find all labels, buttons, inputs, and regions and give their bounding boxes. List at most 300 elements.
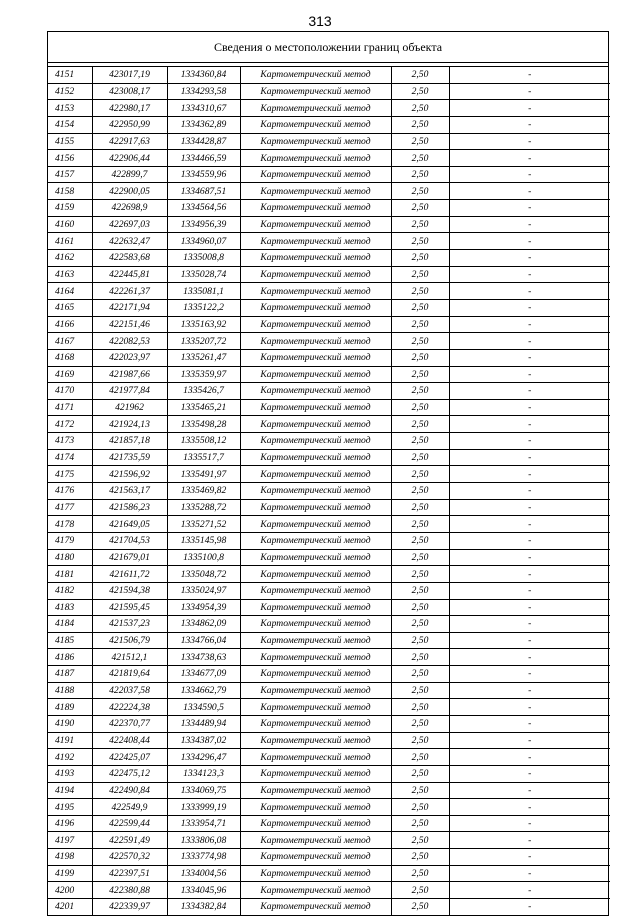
coord-x-cell: 422037,58 (92, 682, 167, 699)
method-cell: Картометрический метод (240, 815, 391, 832)
coord-y-cell: 1335491,97 (167, 466, 240, 483)
accuracy-cell: 2,50 (391, 349, 449, 366)
table-row (48, 316, 610, 333)
coord-y-cell: 1334360,84 (167, 67, 240, 83)
method-cell: Картометрический метод (240, 632, 391, 649)
accuracy-cell: 2,50 (391, 166, 449, 183)
table-row (48, 166, 610, 183)
coord-x-cell: 422261,37 (92, 283, 167, 300)
coord-y-cell: 1334956,39 (167, 216, 240, 233)
coord-y-cell: 1335048,72 (167, 566, 240, 583)
method-cell: Картометрический метод (240, 266, 391, 283)
coord-y-cell: 1334677,09 (167, 666, 240, 683)
point-number-cell: 4170 (48, 383, 92, 400)
description-cell: - (449, 433, 610, 450)
coord-y-cell: 1334069,75 (167, 782, 240, 799)
accuracy-cell: 2,50 (391, 299, 449, 316)
method-cell: Картометрический метод (240, 749, 391, 766)
coord-y-cell: 1334559,96 (167, 166, 240, 183)
description-cell: - (449, 283, 610, 300)
point-number-cell: 4181 (48, 566, 92, 583)
accuracy-cell: 2,50 (391, 216, 449, 233)
accuracy-cell: 2,50 (391, 233, 449, 250)
coord-y-cell: 1334296,47 (167, 749, 240, 766)
point-number-cell: 4168 (48, 349, 92, 366)
table-row (48, 150, 610, 167)
description-cell: - (449, 266, 610, 283)
accuracy-cell: 2,50 (391, 649, 449, 666)
coord-x-cell: 422023,97 (92, 349, 167, 366)
coord-y-cell: 1334362,89 (167, 116, 240, 133)
method-cell: Картометрический метод (240, 283, 391, 300)
method-cell: Картометрический метод (240, 832, 391, 849)
description-cell: - (449, 250, 610, 267)
table-row (48, 749, 610, 766)
point-number-cell: 4193 (48, 765, 92, 782)
coord-x-cell: 422339,97 (92, 899, 167, 915)
coord-x-cell: 421704,53 (92, 532, 167, 549)
accuracy-cell: 2,50 (391, 366, 449, 383)
description-cell: - (449, 566, 610, 583)
coord-y-cell: 1335207,72 (167, 333, 240, 350)
description-cell: - (449, 200, 610, 217)
accuracy-cell: 2,50 (391, 200, 449, 217)
description-cell: - (449, 299, 610, 316)
description-cell: - (449, 166, 610, 183)
method-cell: Картометрический метод (240, 699, 391, 716)
coord-x-cell: 422698,9 (92, 200, 167, 217)
method-cell: Картометрический метод (240, 416, 391, 433)
coord-y-cell: 1335024,97 (167, 582, 240, 599)
coord-x-cell: 422632,47 (92, 233, 167, 250)
coord-x-cell: 422425,07 (92, 749, 167, 766)
table-row (48, 799, 610, 816)
table-row (48, 483, 610, 500)
accuracy-cell: 2,50 (391, 316, 449, 333)
accuracy-cell: 2,50 (391, 449, 449, 466)
description-cell: - (449, 849, 610, 866)
point-number-cell: 4186 (48, 649, 92, 666)
point-number-cell: 4164 (48, 283, 92, 300)
point-number-cell: 4184 (48, 616, 92, 633)
description-cell: - (449, 815, 610, 832)
accuracy-cell: 2,50 (391, 799, 449, 816)
description-cell: - (449, 116, 610, 133)
accuracy-cell: 2,50 (391, 283, 449, 300)
point-number-cell: 4179 (48, 532, 92, 549)
point-number-cell: 4190 (48, 715, 92, 732)
description-cell: - (449, 416, 610, 433)
coord-x-cell: 421819,64 (92, 666, 167, 683)
point-number-cell: 4160 (48, 216, 92, 233)
accuracy-cell: 2,50 (391, 815, 449, 832)
description-cell: - (449, 83, 610, 100)
accuracy-cell: 2,50 (391, 782, 449, 799)
method-cell: Картометрический метод (240, 366, 391, 383)
accuracy-cell: 2,50 (391, 116, 449, 133)
coord-x-cell: 421679,01 (92, 549, 167, 566)
table-row (48, 899, 610, 915)
description-cell: - (449, 150, 610, 167)
point-number-cell: 4159 (48, 200, 92, 217)
coord-x-cell: 422380,88 (92, 882, 167, 899)
coord-y-cell: 1334862,09 (167, 616, 240, 633)
method-cell: Картометрический метод (240, 200, 391, 217)
description-cell: - (449, 549, 610, 566)
coord-x-cell: 422980,17 (92, 100, 167, 117)
description-cell: - (449, 100, 610, 117)
coord-x-cell: 421857,18 (92, 433, 167, 450)
coord-y-cell: 1334738,63 (167, 649, 240, 666)
table-row (48, 499, 610, 516)
method-cell: Картометрический метод (240, 599, 391, 616)
coord-y-cell: 1335288,72 (167, 499, 240, 516)
table-row (48, 616, 610, 633)
description-cell: - (449, 399, 610, 416)
method-cell: Картометрический метод (240, 899, 391, 915)
coord-y-cell: 1333774,98 (167, 849, 240, 866)
coord-x-cell: 422950,99 (92, 116, 167, 133)
point-number-cell: 4173 (48, 433, 92, 450)
description-cell: - (449, 349, 610, 366)
method-cell: Картометрический метод (240, 349, 391, 366)
description-cell: - (449, 865, 610, 882)
accuracy-cell: 2,50 (391, 582, 449, 599)
coord-y-cell: 1333806,08 (167, 832, 240, 849)
point-number-cell: 4155 (48, 133, 92, 150)
coord-y-cell: 1334687,51 (167, 183, 240, 200)
coord-y-cell: 1334382,84 (167, 899, 240, 915)
point-number-cell: 4183 (48, 599, 92, 616)
table-row (48, 216, 610, 233)
method-cell: Картометрический метод (240, 849, 391, 866)
method-cell: Картометрический метод (240, 316, 391, 333)
table-row (48, 632, 610, 649)
coord-x-cell: 422917,63 (92, 133, 167, 150)
accuracy-cell: 2,50 (391, 483, 449, 500)
coord-x-cell: 422697,03 (92, 216, 167, 233)
coord-x-cell: 423008,17 (92, 83, 167, 100)
coord-y-cell: 1334387,02 (167, 732, 240, 749)
coord-x-cell: 421596,92 (92, 466, 167, 483)
method-cell: Картометрический метод (240, 67, 391, 83)
description-cell: - (449, 67, 610, 83)
table-row (48, 732, 610, 749)
accuracy-cell: 2,50 (391, 67, 449, 83)
accuracy-cell: 2,50 (391, 715, 449, 732)
coord-y-cell: 1335028,74 (167, 266, 240, 283)
coord-x-cell: 421563,17 (92, 483, 167, 500)
description-cell: - (449, 449, 610, 466)
method-cell: Картометрический метод (240, 799, 391, 816)
coord-x-cell: 422445,81 (92, 266, 167, 283)
accuracy-cell: 2,50 (391, 133, 449, 150)
method-cell: Картометрический метод (240, 765, 391, 782)
coord-y-cell: 1335100,8 (167, 549, 240, 566)
description-cell: - (449, 765, 610, 782)
coord-y-cell: 1334293,58 (167, 83, 240, 100)
coord-x-cell: 422224,38 (92, 699, 167, 716)
description-cell: - (449, 632, 610, 649)
coord-x-cell: 421506,79 (92, 632, 167, 649)
page-number: 313 (308, 13, 332, 29)
accuracy-cell: 2,50 (391, 549, 449, 566)
description-cell: - (449, 316, 610, 333)
coord-y-cell: 1335271,52 (167, 516, 240, 533)
method-cell: Картометрический метод (240, 732, 391, 749)
table-row (48, 549, 610, 566)
point-number-cell: 4178 (48, 516, 92, 533)
table-row (48, 666, 610, 683)
description-cell: - (449, 499, 610, 516)
method-cell: Картометрический метод (240, 549, 391, 566)
point-number-cell: 4151 (48, 67, 92, 83)
coord-x-cell: 421987,66 (92, 366, 167, 383)
coord-x-cell: 421512,1 (92, 649, 167, 666)
method-cell: Картометрический метод (240, 383, 391, 400)
method-cell: Картометрический метод (240, 649, 391, 666)
coord-y-cell: 1335122,2 (167, 299, 240, 316)
accuracy-cell: 2,50 (391, 865, 449, 882)
point-number-cell: 4192 (48, 749, 92, 766)
table-row (48, 566, 610, 583)
point-number-cell: 4194 (48, 782, 92, 799)
coord-x-cell: 422171,94 (92, 299, 167, 316)
point-number-cell: 4200 (48, 882, 92, 899)
table-row (48, 83, 610, 100)
table-row (48, 250, 610, 267)
coord-x-cell: 421962 (92, 399, 167, 416)
table-row (48, 466, 610, 483)
accuracy-cell: 2,50 (391, 416, 449, 433)
description-cell: - (449, 532, 610, 549)
description-cell: - (449, 582, 610, 599)
point-number-cell: 4201 (48, 899, 92, 915)
point-number-cell: 4197 (48, 832, 92, 849)
accuracy-cell: 2,50 (391, 882, 449, 899)
accuracy-cell: 2,50 (391, 499, 449, 516)
method-cell: Картометрический метод (240, 882, 391, 899)
coord-x-cell: 422599,44 (92, 815, 167, 832)
method-cell: Картометрический метод (240, 865, 391, 882)
method-cell: Картометрический метод (240, 433, 391, 450)
table-row (48, 349, 610, 366)
table-row (48, 67, 610, 83)
method-cell: Картометрический метод (240, 333, 391, 350)
accuracy-cell: 2,50 (391, 433, 449, 450)
method-cell: Картометрический метод (240, 116, 391, 133)
coord-y-cell: 1335508,12 (167, 433, 240, 450)
method-cell: Картометрический метод (240, 83, 391, 100)
table-row (48, 299, 610, 316)
method-cell: Картометрический метод (240, 582, 391, 599)
accuracy-cell: 2,50 (391, 632, 449, 649)
point-number-cell: 4161 (48, 233, 92, 250)
coord-x-cell: 423017,19 (92, 67, 167, 83)
table-row (48, 699, 610, 716)
description-cell: - (449, 699, 610, 716)
coord-x-cell: 422151,46 (92, 316, 167, 333)
coord-y-cell: 1334662,79 (167, 682, 240, 699)
point-number-cell: 4157 (48, 166, 92, 183)
coord-y-cell: 1334123,3 (167, 765, 240, 782)
coord-y-cell: 1334428,87 (167, 133, 240, 150)
coord-y-cell: 1335498,28 (167, 416, 240, 433)
coord-y-cell: 1334960,07 (167, 233, 240, 250)
accuracy-cell: 2,50 (391, 599, 449, 616)
coord-y-cell: 1335145,98 (167, 532, 240, 549)
accuracy-cell: 2,50 (391, 832, 449, 849)
method-cell: Картометрический метод (240, 299, 391, 316)
table-row (48, 266, 610, 283)
coord-x-cell: 422082,53 (92, 333, 167, 350)
point-number-cell: 4163 (48, 266, 92, 283)
point-number-cell: 4196 (48, 815, 92, 832)
description-cell: - (528, 901, 532, 913)
accuracy-cell: 2,50 (391, 516, 449, 533)
coord-y-cell: 1334489,94 (167, 715, 240, 732)
accuracy-cell: 2,50 (391, 699, 449, 716)
point-number-cell: 4175 (48, 466, 92, 483)
method-cell: Картометрический метод (240, 499, 391, 516)
table-row (48, 865, 610, 882)
accuracy-cell: 2,50 (391, 616, 449, 633)
accuracy-cell: 2,50 (391, 732, 449, 749)
method-cell: Картометрический метод (240, 183, 391, 200)
point-number-cell: 4176 (48, 483, 92, 500)
table-row (48, 133, 610, 150)
coord-x-cell: 421537,23 (92, 616, 167, 633)
point-number-cell: 4195 (48, 799, 92, 816)
point-number-cell: 4165 (48, 299, 92, 316)
coord-x-cell: 421586,23 (92, 499, 167, 516)
coord-x-cell: 422906,44 (92, 150, 167, 167)
coord-x-cell: 422591,49 (92, 832, 167, 849)
coord-x-cell: 421611,72 (92, 566, 167, 583)
accuracy-cell: 2,50 (391, 333, 449, 350)
accuracy-cell: 2,50 (391, 532, 449, 549)
coord-x-cell: 422549,9 (92, 799, 167, 816)
table-row (48, 582, 610, 599)
coord-y-cell: 1333954,71 (167, 815, 240, 832)
table-row (48, 283, 610, 300)
table-heading: Сведения о местоположении границ объекта (48, 32, 608, 63)
point-number-cell: 4162 (48, 250, 92, 267)
table-row (48, 383, 610, 400)
description-cell: - (449, 233, 610, 250)
description-cell: - (449, 483, 610, 500)
coord-x-cell: 422490,84 (92, 782, 167, 799)
description-cell: - (449, 882, 610, 899)
coord-y-cell: 1335517,7 (167, 449, 240, 466)
description-cell: - (449, 599, 610, 616)
coord-x-cell: 422397,51 (92, 865, 167, 882)
accuracy-cell: 2,50 (391, 100, 449, 117)
description-cell: - (449, 715, 610, 732)
coord-y-cell: 1335465,21 (167, 399, 240, 416)
coord-y-cell: 1334766,04 (167, 632, 240, 649)
method-cell: Картометрический метод (240, 483, 391, 500)
coord-y-cell: 1335008,8 (167, 250, 240, 267)
coord-x-cell: 422570,32 (92, 849, 167, 866)
accuracy-cell: 2,50 (391, 682, 449, 699)
method-cell: Картометрический метод (240, 616, 391, 633)
accuracy-cell: 2,50 (391, 849, 449, 866)
coord-x-cell: 421977,84 (92, 383, 167, 400)
method-cell: Картометрический метод (240, 466, 391, 483)
description-cell: - (449, 466, 610, 483)
table-row (48, 333, 610, 350)
point-number-cell: 4188 (48, 682, 92, 699)
coord-x-cell: 422408,44 (92, 732, 167, 749)
description-cell: - (449, 682, 610, 699)
description-cell: - (449, 516, 610, 533)
description-cell: - (449, 732, 610, 749)
point-number-cell: 4199 (48, 865, 92, 882)
method-cell: Картометрический метод (240, 715, 391, 732)
accuracy-cell: 2,50 (391, 749, 449, 766)
table-row (48, 100, 610, 117)
table-row (48, 849, 610, 866)
point-number-cell: 4177 (48, 499, 92, 516)
description-cell: - (449, 333, 610, 350)
coord-y-cell: 1334466,59 (167, 150, 240, 167)
point-number-cell: 4182 (48, 582, 92, 599)
description-cell: - (449, 649, 610, 666)
point-number-cell: 4152 (48, 83, 92, 100)
coord-x-cell: 421594,38 (92, 582, 167, 599)
accuracy-cell: 2,50 (391, 383, 449, 400)
accuracy-cell: 2,50 (391, 150, 449, 167)
point-number-cell: 4166 (48, 316, 92, 333)
description-cell: - (449, 799, 610, 816)
coord-y-cell: 1335081,1 (167, 283, 240, 300)
method-cell: Картометрический метод (240, 682, 391, 699)
accuracy-cell: 2,50 (391, 466, 449, 483)
coord-x-cell: 422475,12 (92, 765, 167, 782)
accuracy-cell: 2,50 (391, 183, 449, 200)
point-number-cell: 4158 (48, 183, 92, 200)
point-number-cell: 4180 (48, 549, 92, 566)
table-row (48, 399, 610, 416)
coord-y-cell: 1334310,67 (167, 100, 240, 117)
table-row (48, 200, 610, 217)
coord-y-cell: 1335469,82 (167, 483, 240, 500)
accuracy-cell: 2,50 (391, 250, 449, 267)
accuracy-cell: 2,50 (391, 83, 449, 100)
coord-x-cell: 421735,59 (92, 449, 167, 466)
table-row (48, 233, 610, 250)
method-cell: Картометрический метод (240, 166, 391, 183)
coord-y-cell: 1334590,5 (167, 699, 240, 716)
coord-x-cell: 421924,13 (92, 416, 167, 433)
method-cell: Картометрический метод (240, 566, 391, 583)
table-row (48, 882, 610, 899)
point-number-cell: 4198 (48, 849, 92, 866)
accuracy-cell: 2,50 (391, 566, 449, 583)
coord-y-cell: 1334004,56 (167, 865, 240, 882)
method-cell: Картометрический метод (240, 449, 391, 466)
point-number-cell: 4156 (48, 150, 92, 167)
coord-y-cell: 1334954,39 (167, 599, 240, 616)
table-row (48, 532, 610, 549)
method-cell: Картометрический метод (240, 233, 391, 250)
description-cell: - (449, 216, 610, 233)
point-number-cell: 4187 (48, 666, 92, 683)
coord-y-cell: 1335261,47 (167, 349, 240, 366)
coord-y-cell: 1335163,92 (167, 316, 240, 333)
point-number-cell: 4185 (48, 632, 92, 649)
